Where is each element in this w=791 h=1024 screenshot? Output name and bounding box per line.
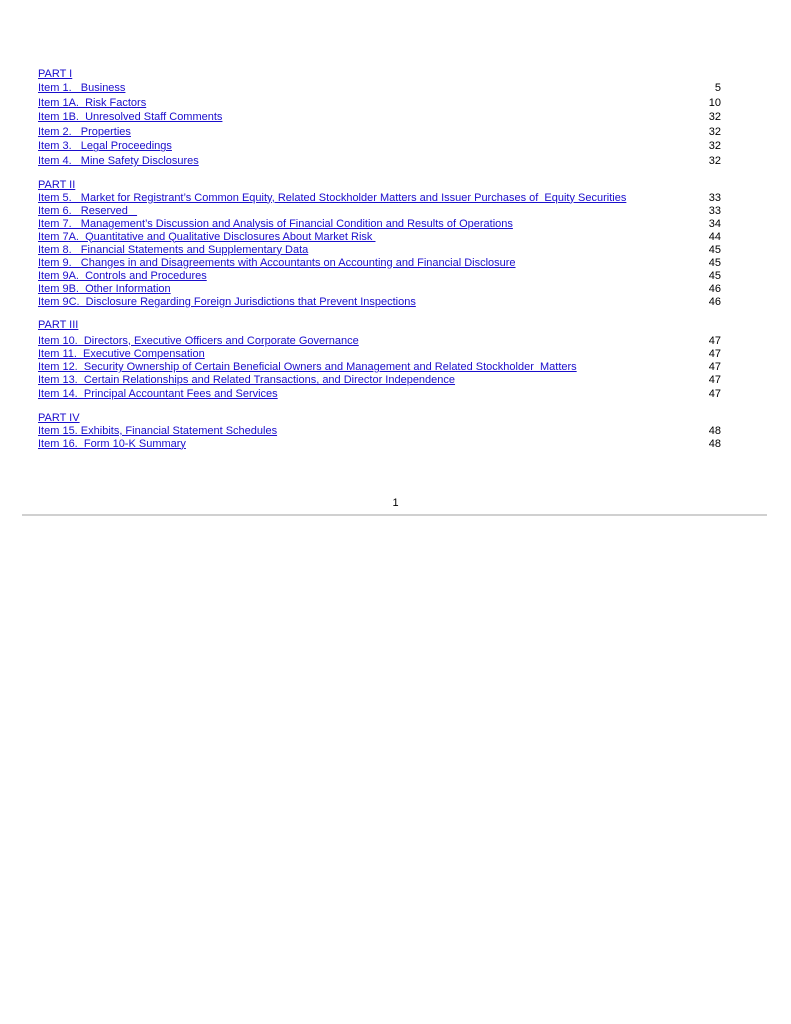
item-1b-page-number: 32	[708, 111, 721, 124]
toc-row-item-3	[38, 139, 721, 154]
item-12-link[interactable]: Item 12. Security Ownership of Certain Beneficial Owners and Management and Related Stockholder Matters	[38, 361, 577, 374]
item-11-link[interactable]: Item 11. Executive Compensation	[38, 348, 205, 361]
item-5-link[interactable]: Item 5. Market for Registrant’s Common Equity, Related Stockholder Matters and Issuer Purchases of Equity Securities	[38, 191, 627, 204]
item-6-page-number: 33	[708, 204, 721, 217]
item-9-link[interactable]: Item 9. Changes in and Disagreements with Accountants on Accounting and Financial Disclosure	[38, 256, 516, 269]
toc-row-item-9b	[38, 283, 721, 296]
item-9a-link[interactable]: Item 9A. Controls and Procedures	[38, 269, 207, 282]
item-13-link[interactable]: Item 13. Certain Relationships and Related Transactions, and Director Independence	[38, 374, 456, 387]
item-7a-page-number: 44	[708, 230, 721, 243]
part-i-section	[38, 68, 721, 169]
item-7-link[interactable]: Item 7. Management’s Discussion and Analysis of Financial Condition and Results of Operations	[38, 217, 513, 230]
item-1b-link[interactable]: Item 1B. Unresolved Staff Comments	[38, 111, 223, 124]
item-1a-page-number: 10	[708, 96, 721, 109]
toc-row-item-9	[38, 257, 721, 270]
page-number-footer: 1	[392, 497, 399, 509]
item-16-page-number: 48	[708, 437, 721, 450]
item-7a-link[interactable]: Item 7A. Quantitative and Qualitative Disclosures About Market Risk	[38, 230, 376, 243]
item-11-page-number: 47	[708, 348, 721, 361]
part-i-heading-link[interactable]: PART I	[38, 68, 73, 80]
item-3-link[interactable]: Item 3. Legal Proceedings	[38, 140, 172, 153]
toc-row-item-14	[38, 387, 721, 402]
item-12-page-number: 47	[708, 361, 721, 374]
part-iv-heading-link[interactable]: PART IV	[38, 411, 80, 424]
part-ii-heading-link[interactable]: PART II	[38, 178, 76, 191]
item-15-page-number: 48	[708, 424, 721, 437]
item-2-link[interactable]: Item 2. Properties	[38, 125, 131, 138]
toc-row-item-1	[38, 81, 721, 96]
item-1-page-number: 5	[714, 82, 721, 94]
toc-row-item-16	[38, 438, 721, 451]
toc-row-item-9c	[38, 296, 721, 309]
item-9-page-number: 45	[708, 256, 721, 269]
item-7-page-number: 34	[708, 217, 721, 230]
item-5-page-number: 33	[708, 191, 721, 204]
part-iv-section	[38, 412, 721, 451]
page-divider	[22, 514, 767, 516]
toc-row-item-4	[38, 154, 721, 169]
toc-row-item-8	[38, 244, 721, 257]
toc-row-item-5	[38, 192, 721, 205]
item-10-link[interactable]: Item 10. Directors, Executive Officers and Corporate Governance	[38, 334, 359, 347]
item-9b-page-number: 46	[708, 282, 721, 295]
table-of-contents	[38, 68, 721, 451]
toc-row-item-9a	[38, 270, 721, 283]
toc-row-item-2	[38, 125, 721, 140]
item-9b-link[interactable]: Item 9B. Other Information	[38, 282, 171, 295]
item-2-page-number: 32	[708, 125, 721, 138]
toc-row-item-11	[38, 348, 721, 361]
item-3-page-number: 32	[708, 140, 721, 153]
toc-row-item-1b	[38, 110, 721, 125]
item-1a-link[interactable]: Item 1A. Risk Factors	[38, 96, 147, 109]
toc-row-item-13	[38, 374, 721, 387]
item-14-link[interactable]: Item 14. Principal Accountant Fees and Services	[38, 388, 278, 401]
toc-row-item-12	[38, 361, 721, 374]
part-iii-section	[38, 319, 721, 402]
item-16-link[interactable]: Item 16. Form 10-K Summary	[38, 437, 186, 450]
item-13-page-number: 47	[708, 374, 721, 387]
item-1-link[interactable]: Item 1. Business	[38, 82, 126, 94]
item-14-page-number: 47	[708, 388, 721, 401]
item-4-link[interactable]: Item 4. Mine Safety Disclosures	[38, 154, 199, 167]
item-10-page-number: 47	[708, 334, 721, 347]
toc-row-item-15	[38, 425, 721, 438]
item-9c-link[interactable]: Item 9C. Disclosure Regarding Foreign Jurisdictions that Prevent Inspections	[38, 295, 416, 308]
item-8-link[interactable]: Item 8. Financial Statements and Supplementary Data	[38, 243, 309, 256]
item-9a-page-number: 45	[708, 269, 721, 282]
toc-row-item-10	[38, 334, 721, 349]
item-15-link[interactable]: Item 15. Exhibits, Financial Statement Schedules	[38, 424, 278, 437]
toc-row-item-1a	[38, 96, 721, 111]
toc-row-item-6	[38, 205, 721, 218]
item-4-page-number: 32	[708, 154, 721, 167]
toc-row-item-7	[38, 218, 721, 231]
part-ii-section	[38, 179, 721, 309]
item-6-link[interactable]: Item 6. Reserved	[38, 204, 138, 217]
part-iii-heading-link[interactable]: PART III	[38, 318, 79, 331]
item-8-page-number: 45	[708, 243, 721, 256]
toc-row-item-7a	[38, 231, 721, 244]
item-9c-page-number: 46	[708, 295, 721, 308]
